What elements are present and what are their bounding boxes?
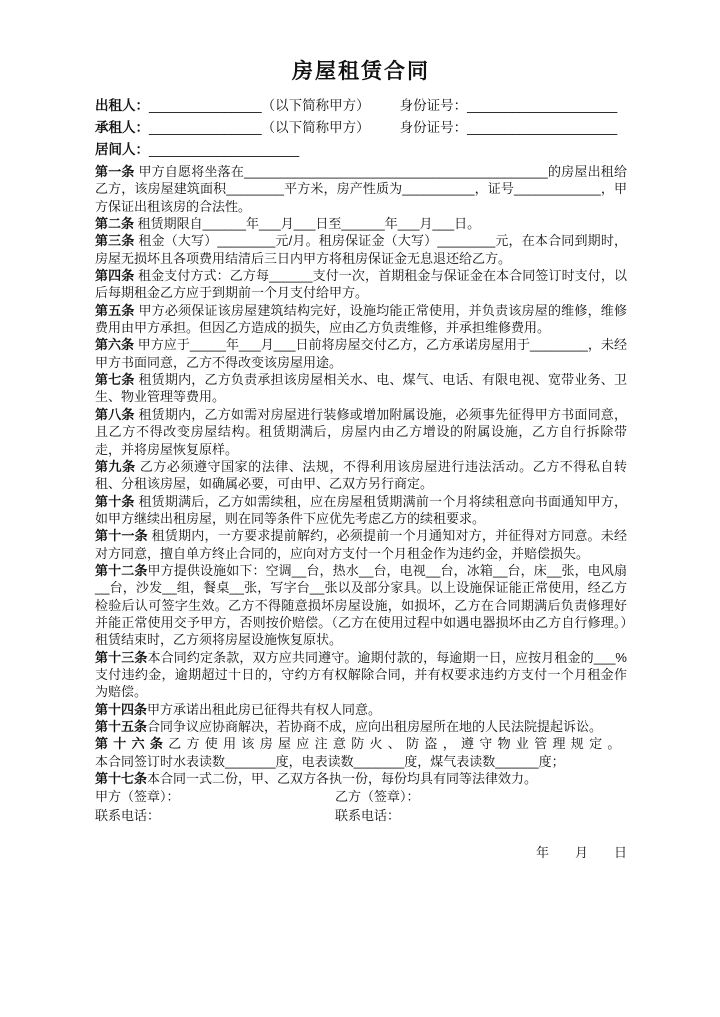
clause-text: 租赁期限自______年___月___日至______年___月___日。 [134, 216, 481, 232]
party-label: 承租人： [95, 120, 149, 135]
clause-text: 租金（大写）________元/月。租房保证金（大写）________元，在本合同到期时，房屋无损坏且各项费用结清后三日内甲方将租房保证金无息退还给乙方。 [95, 233, 627, 266]
signature-right: 联系电话： [335, 807, 401, 823]
clause-text: 甲方自愿将坐落在__________________________________________的房屋出租给乙方，该房屋建筑面积________平方米，房产性质为__________，证号____________，甲方保证出租该房的合法性。 [95, 164, 627, 214]
signature-row [95, 788, 627, 807]
clause-text: 本合同签订时水表读数_______度，电表读数_______度，煤气表读数______度； [95, 753, 565, 769]
clause [95, 267, 627, 302]
clause [95, 701, 627, 718]
clause-text: 甲方承诺出租此房已征得共有权人同意。 [147, 701, 382, 717]
clause-text: 租金支付方式：乙方每______支付一次，首期租金与保证金在本合同签订时支付，以后每期租金乙方应于到期前一个月支付给甲方。 [95, 268, 627, 301]
clause [95, 527, 627, 562]
clause [95, 458, 627, 493]
clause [95, 163, 627, 215]
party-label: 居间人： [95, 142, 149, 157]
clause-text: 甲方应于_____年___月___日前将房屋交付乙方，乙方承诺房屋用于________，未经甲方书面同意，乙方不得改变该房屋用途。 [95, 337, 627, 370]
clause-label: 第十五条 [95, 719, 148, 734]
party-id-blank-line: ____________________ [467, 120, 618, 135]
clause-label: 第八条 [95, 406, 135, 422]
date-line: 年 月 日 [535, 845, 627, 861]
clause-label: 第二条 [95, 216, 135, 232]
clause-text: 甲方提供设施如下：空调__台，热水__台，电视__台，冰箱__台，床__张，电风扇__台，沙发__组，餐桌__张，写字台__张以及部分家具。以上设施保证能正常使用，经乙方检验后认可签字生效。乙方不得随意损坏房屋设施，如损坏，乙方在合同期满后负责修理好并能正常使用交予甲方，否则按价赔偿。（乙方在使用过程中如遇电器损坏由乙方自行修理。）租赁结束时，乙方须将房屋设施恢复原状。 [95, 562, 627, 648]
signature-right: 乙方（签章）： [335, 789, 420, 805]
clause [95, 649, 627, 701]
clause-text: 本合同一式二份，甲、乙双方各执一份，每份均具有同等法律效力。 [147, 771, 538, 787]
clause-text: 乙方使用该房屋应注意防火、防盗，遵守物业管理规定。 [168, 736, 626, 752]
clause-label: 第九条 [95, 458, 136, 474]
clause [95, 406, 627, 458]
clause-text: 乙方必须遵守国家的法律、法规，不得利用该房屋进行违法活动。乙方不得私自转租、分租该房屋，如确属必要，可由甲、乙双方另行商定。 [95, 458, 627, 492]
party-row [95, 139, 627, 161]
clause-label: 第三条 [95, 233, 135, 249]
clause-label: 第十一条 [95, 528, 148, 544]
signature-row [95, 807, 627, 826]
clause [95, 770, 627, 787]
clause-label: 第十六条 [95, 736, 169, 752]
clause [95, 371, 627, 406]
clause-label: 第七条 [95, 372, 135, 388]
party-blank-line: _______________ [149, 98, 262, 113]
clause-label: 第十四条 [95, 701, 148, 717]
clause [95, 562, 627, 649]
party-alias: （以下简称甲方） [261, 98, 370, 113]
clause-label: 第四条 [95, 268, 135, 284]
contract-title: 房屋租赁合同 [292, 60, 430, 83]
clause-label: 第一条 [95, 164, 135, 179]
clause-text: 租赁期内，乙方负责承担该房屋相关水、电、煤气、电话、有限电视、宽带业务、卫生、物业管理等费用。 [95, 372, 627, 405]
clause [95, 302, 627, 337]
clause-label: 第十三条 [95, 649, 148, 665]
signature-left: 甲方（签章）： [95, 789, 180, 805]
clause-label: 第五条 [95, 302, 135, 318]
clause [95, 735, 627, 752]
party-label: 出租人： [95, 98, 149, 113]
signature-block [95, 788, 627, 825]
clause [95, 232, 627, 267]
clause [95, 215, 627, 232]
clause-text: 租赁期内，乙方如需对房屋进行装修或增加附属设施，必须事先征得甲方书面同意，且乙方不得改变房屋结构。租赁期满后，房屋内由乙方增设的附属设施，乙方自行拆除带走，并将房屋恢复原样。 [95, 406, 627, 457]
clause [95, 336, 627, 371]
parties-block [95, 95, 627, 161]
party-id-label: 身份证号： [399, 120, 468, 135]
clause-label: 第六条 [95, 337, 135, 353]
signature-left: 联系电话： [95, 807, 161, 823]
clause [95, 753, 627, 770]
clause-text: 甲方必须保证该房屋建筑结构完好，设施均能正常使用，并负责该房屋的维修，维修费用由甲方承担。但因乙方造成的损失，应由乙方负责维修，并承担维修费用。 [95, 302, 627, 336]
party-id-label: 身份证号： [399, 98, 468, 113]
clause [95, 718, 627, 735]
party-blank-line: ____________________ [149, 142, 300, 157]
clause-text: 租赁期满后，乙方如需续租，应在房屋租赁期满前一个月将续租意向书面通知甲方，如甲方继续出租房屋，则在同等条件下应优先考虑乙方的续租要求。 [95, 493, 627, 526]
clauses-block [95, 163, 627, 787]
clause-text: 合同争议应协商解决，若协商不成，应向出租房屋所在地的人民法院提起诉讼。 [147, 719, 603, 734]
party-id-blank-line: ____________________ [467, 98, 618, 113]
clause-text: 本合同约定条款，双方应共同遵守。逾期付款的，每逾期一日，应按月租金的___%支付违约金，逾期超过十日的，守约方有权解除合同，并有权要求违约方支付一个月租金作为赔偿。 [95, 649, 627, 700]
clause-label: 第十二条 [95, 562, 148, 578]
clause [95, 493, 627, 528]
clause-text: 租赁期内，一方要求提前解约，必须提前一个月通知对方，并征得对方同意。未经对方同意，擅自单方终止合同的，应向对方支付一个月租金作为违约金，并赔偿损失。 [95, 528, 627, 561]
party-row [95, 117, 627, 139]
clause-label: 第十条 [95, 493, 135, 509]
party-blank-line: _______________ [149, 120, 262, 135]
clause-label: 第十七条 [95, 771, 148, 787]
party-row [95, 95, 627, 117]
party-alias: （以下简称甲方） [261, 120, 370, 135]
